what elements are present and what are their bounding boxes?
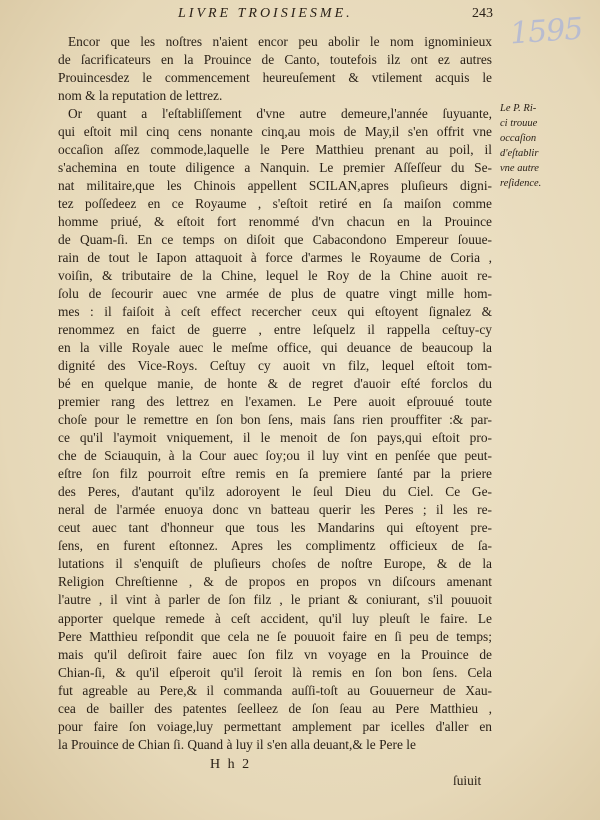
margin-note-line: vne autre	[500, 163, 539, 174]
margin-note-line: d'eſtablir	[500, 148, 539, 159]
text-line: qui eſtoit mil cinq cens nonante cinq,au mois de May,il s'en offrit vne	[58, 124, 492, 140]
text-line: ceut auec tant d'honneur que tous les Mandarins qui eſtoyent pre-	[58, 520, 492, 536]
text-line: voiſin, & tributaire de la Chine, lequel le Roy de la Chine auoit re-	[58, 268, 492, 284]
text-line: des Peres, d'autant qu'ilz adoroyent le ſeul Dieu du Ciel. Ce Ge-	[58, 484, 492, 500]
text-line: lutations il s'enquiſt de pluſieurs choſes de noſtre Europe, & de la	[58, 556, 492, 572]
text-line: ſolu de ſecourir auec vne armée de plus de quatre vingt mille hom-	[58, 286, 492, 302]
text-line: ſens, en furent eſtonnez. Apres les complimentz officieux de ſa-	[58, 538, 492, 554]
text-line: che de Sciauquin, à la Cour auec ſoy;ou il luy vint en penſée que peut-	[58, 448, 492, 464]
text-line: Religion Chreſtienne , & de propos en propos vn diſcours amenant	[58, 574, 492, 590]
text-line: nom & la reputation de lettrez.	[58, 88, 223, 104]
text-line: la Prouince de Chian ſi. Quand à luy il s'en alla deuant,& le Pere le	[58, 736, 416, 752]
signature-mark: H h 2	[210, 757, 252, 772]
text-line: fut agreable au Pere,& il commanda auſſi-toſt au Gouuerneur de Xau-	[58, 682, 492, 698]
margin-note-line: occaſion	[500, 133, 537, 144]
text-line: homme priué, & eſtoit fort renommé d'vn chacun en la Prouince	[58, 214, 492, 230]
text-line: choſe pour le remettre en ſon bon ſens, mais ſans rien prouffiter :& par-	[58, 412, 492, 428]
text-line: Chian-ſi, & qu'il eſperoit qu'il ſeroit là remis en ſon bon ſens. Cela	[58, 664, 492, 680]
text-line: Or quant a l'eſtabliſſement d'vne autre demeure,l'année ſuyuante,	[68, 106, 492, 122]
margin-note-line: ci trouue	[500, 118, 538, 129]
text-line: mes : il faiſoit à ceſt effect recercher ceux qui eſtoyent ſignalez &	[58, 304, 492, 320]
text-line: cea de bailler des patentes ſeelleez de ſon ſeau au Pere Matthieu ,	[58, 700, 492, 716]
text-line: pour faire ſon voiage,luy permettant amplement par icelles d'aller en	[58, 718, 492, 734]
text-line: en la ville Royale auec le meſme office, qui deuance de beaucoup la	[58, 340, 492, 356]
catchword: ſuiuit	[453, 773, 482, 788]
text-line: eſtre ſon filz pourroit eſtre remis en ſa premiere ſanté par la priere	[58, 466, 492, 482]
text-line: Pere Matthieu reſpondit que cela ne ſe pouuoit faire en ſi peu de temps;	[58, 628, 492, 644]
text-line: apporter quelque remede à ceſt accident, qu'il luy pleuſt le faire. Le	[58, 610, 492, 626]
text-line: rain de tout le Iapon attaquoit à force d'armes le Royaume de Coria ,	[58, 250, 492, 266]
text-line: nat militaire,que les Chinois appellent SCILAN,apres pluſieurs digni-	[58, 178, 492, 194]
text-line: Prouincesdez le commencement heureuſement & vtilement acquis le	[58, 70, 492, 86]
text-line: bé en quelque manie, de honte & de regret d'auoir eſté forclos du	[58, 376, 492, 392]
text-line: de ſacrificateurs en la Prouince de Canto, toutefois ilz ont ez autres	[58, 52, 492, 68]
text-line: dignité des Vice-Roys. Ceſtuy cy auoit vn filz, lequel eſtoit tom-	[58, 358, 492, 374]
text-line: tez poſſedeez en ce Royaume , s'eſtoit retiré en ſa maiſon comme	[58, 196, 492, 212]
page-number: 243	[472, 6, 493, 21]
margin-note	[500, 101, 572, 191]
text-line: mais qu'il deſiroit faire auec ſon filz vn voyage en la Prouince de	[58, 646, 492, 662]
text-line: renommez en faict de guerre , entre leſquelz il rappella ceſtuy-cy	[58, 322, 492, 338]
text-line: premier rang des lettrez en l'examen. Le Pere auoit eſprouué toute	[58, 394, 492, 410]
running-head: LIVRE TROISIESME.	[178, 6, 353, 21]
text-line: ce qu'il l'aymoit vniquement, il le menoit de ſon pays,qui eſtoit pro-	[58, 430, 492, 446]
text-line: Encor que les noſtres n'aient encor peu abolir le nom ignominieux	[68, 34, 492, 49]
margin-note-line: Le P. Ri-	[500, 103, 537, 114]
text-line: l'autre , il vint à parler de ſon filz , le priant & coniurant, s'il pouuoit	[58, 592, 492, 608]
text-line: occaſion aſſez commode,laquelle le Pere Matthieu prenant au poil, il	[58, 142, 492, 158]
text-line: de Quam-ſi. En ce temps on diſoit que Cabacondono Empereur ſouue-	[58, 232, 492, 248]
text-line: neral de l'armée enuoya donc vn batteau querir les Peres ; il les re-	[58, 502, 492, 518]
margin-note-line: reſidence.	[500, 178, 542, 189]
body-text	[58, 33, 492, 754]
text-line: s'achemina en toute diligence a Nanquin. Le premier Aſſeſſeur du Se-	[58, 160, 492, 176]
handwritten-ink-mark: 1595	[508, 11, 584, 52]
